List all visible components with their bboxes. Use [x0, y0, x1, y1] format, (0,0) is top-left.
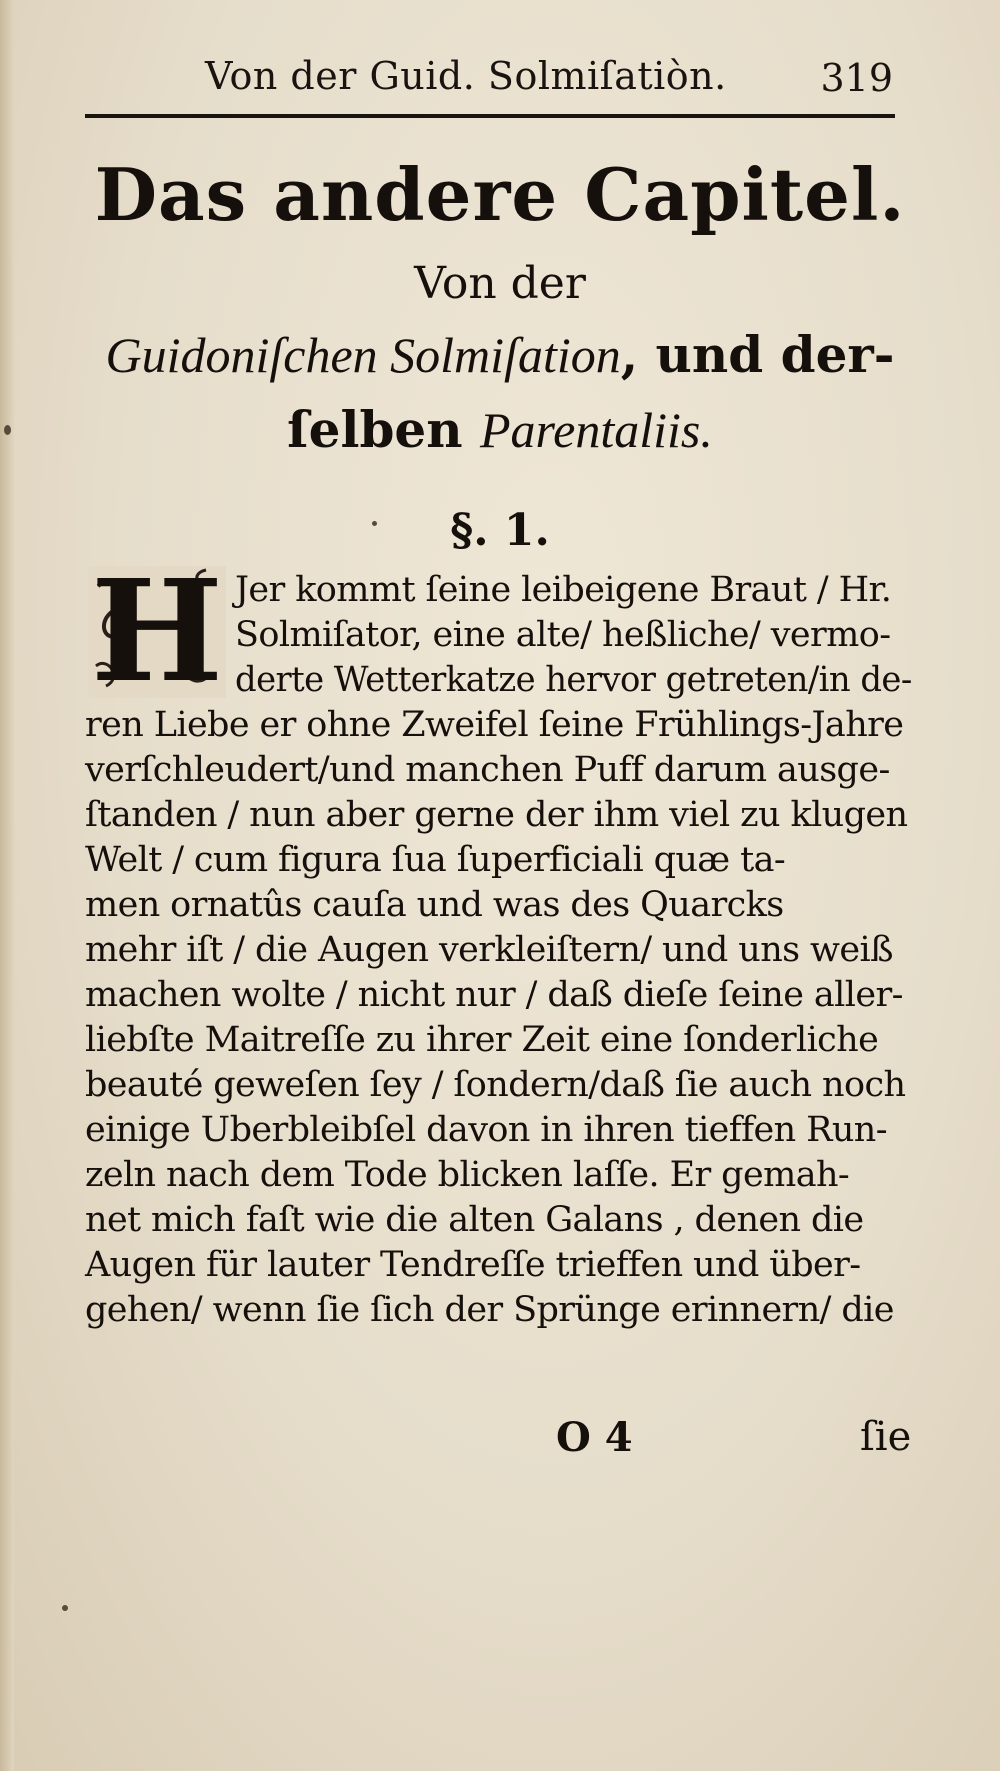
running-head — [85, 50, 905, 110]
paper-speck — [372, 521, 377, 526]
paper-speck — [4, 425, 11, 435]
section-mark: §. 1. — [450, 505, 550, 556]
body-line: beauté geweſen ſey / ſondern/daß ſie auch noch — [85, 1065, 906, 1105]
chapter-subtitle-line1: Von der — [414, 258, 586, 309]
drop-cap-letter: H — [90, 550, 224, 714]
body-line: Solmiſator, eine alte/ heßliche/ vermo‑ — [235, 615, 891, 655]
signature-mark: O 4 — [556, 1414, 633, 1461]
body-line: gehen/ wenn ſie ſich der Sprünge erinnern/ die — [85, 1290, 894, 1330]
running-head-title: Von der Guid. Solmiſatiòn. — [205, 54, 727, 98]
body-line: verſchleudert/und manchen Puff darum ausge‑ — [85, 750, 890, 790]
chapter-subtitle-line2 — [0, 325, 1000, 384]
subtitle-italic-latin: Parentaliis. — [479, 402, 713, 458]
body-line: derte Wetterkatze hervor getreten/in de‑ — [235, 660, 912, 700]
body-line: Welt / cum figura ſua ſuperficiali quæ ta‑ — [85, 840, 786, 880]
paper-speck — [62, 1605, 68, 1611]
catchword: ſie — [860, 1414, 912, 1460]
page-number: 319 — [820, 56, 893, 100]
body-line: machen wolte / nicht nur / daß dieſe ſeine aller‑ — [85, 975, 903, 1015]
body-line: net mich faſt wie die alten Galans , denen die — [85, 1200, 864, 1240]
body-line: liebſte Maitreſſe zu ihrer Zeit eine ſonderliche — [85, 1020, 879, 1060]
body-line: ren Liebe er ohne Zweifel ſeine Frühlings‑Jahre — [85, 705, 904, 745]
chapter-subtitle-line3 — [0, 400, 1000, 459]
body-line: zeln nach dem Tode blicken laſſe. Er gemah‑ — [85, 1155, 850, 1195]
body-line: einige Uberbleibſel davon in ihren tieffen Run‑ — [85, 1110, 887, 1150]
body-line: men ornatûs cauſa und was des Quarcks — [85, 885, 784, 925]
body-line: Jer kommt ſeine leibeigene Braut / Hr. — [235, 570, 892, 610]
subtitle-lead: ſelben — [287, 400, 480, 459]
body-line: Augen für lauter Tendreſſe trieffen und über‑ — [85, 1245, 861, 1285]
subtitle-italic-part: Guidoniſchen Solmiſation — [105, 327, 621, 383]
header-rule — [85, 114, 895, 118]
subtitle-roman-part: , und der‑ — [620, 325, 895, 384]
body-line: mehr iſt / die Augen verkleiſtern/ und uns weiß — [85, 930, 893, 970]
decorated-initial — [88, 550, 226, 714]
body-line: ſtanden / nun aber gerne der ihm viel zu klugen — [85, 795, 908, 835]
chapter-title: Das andere Capitel. — [94, 152, 906, 237]
